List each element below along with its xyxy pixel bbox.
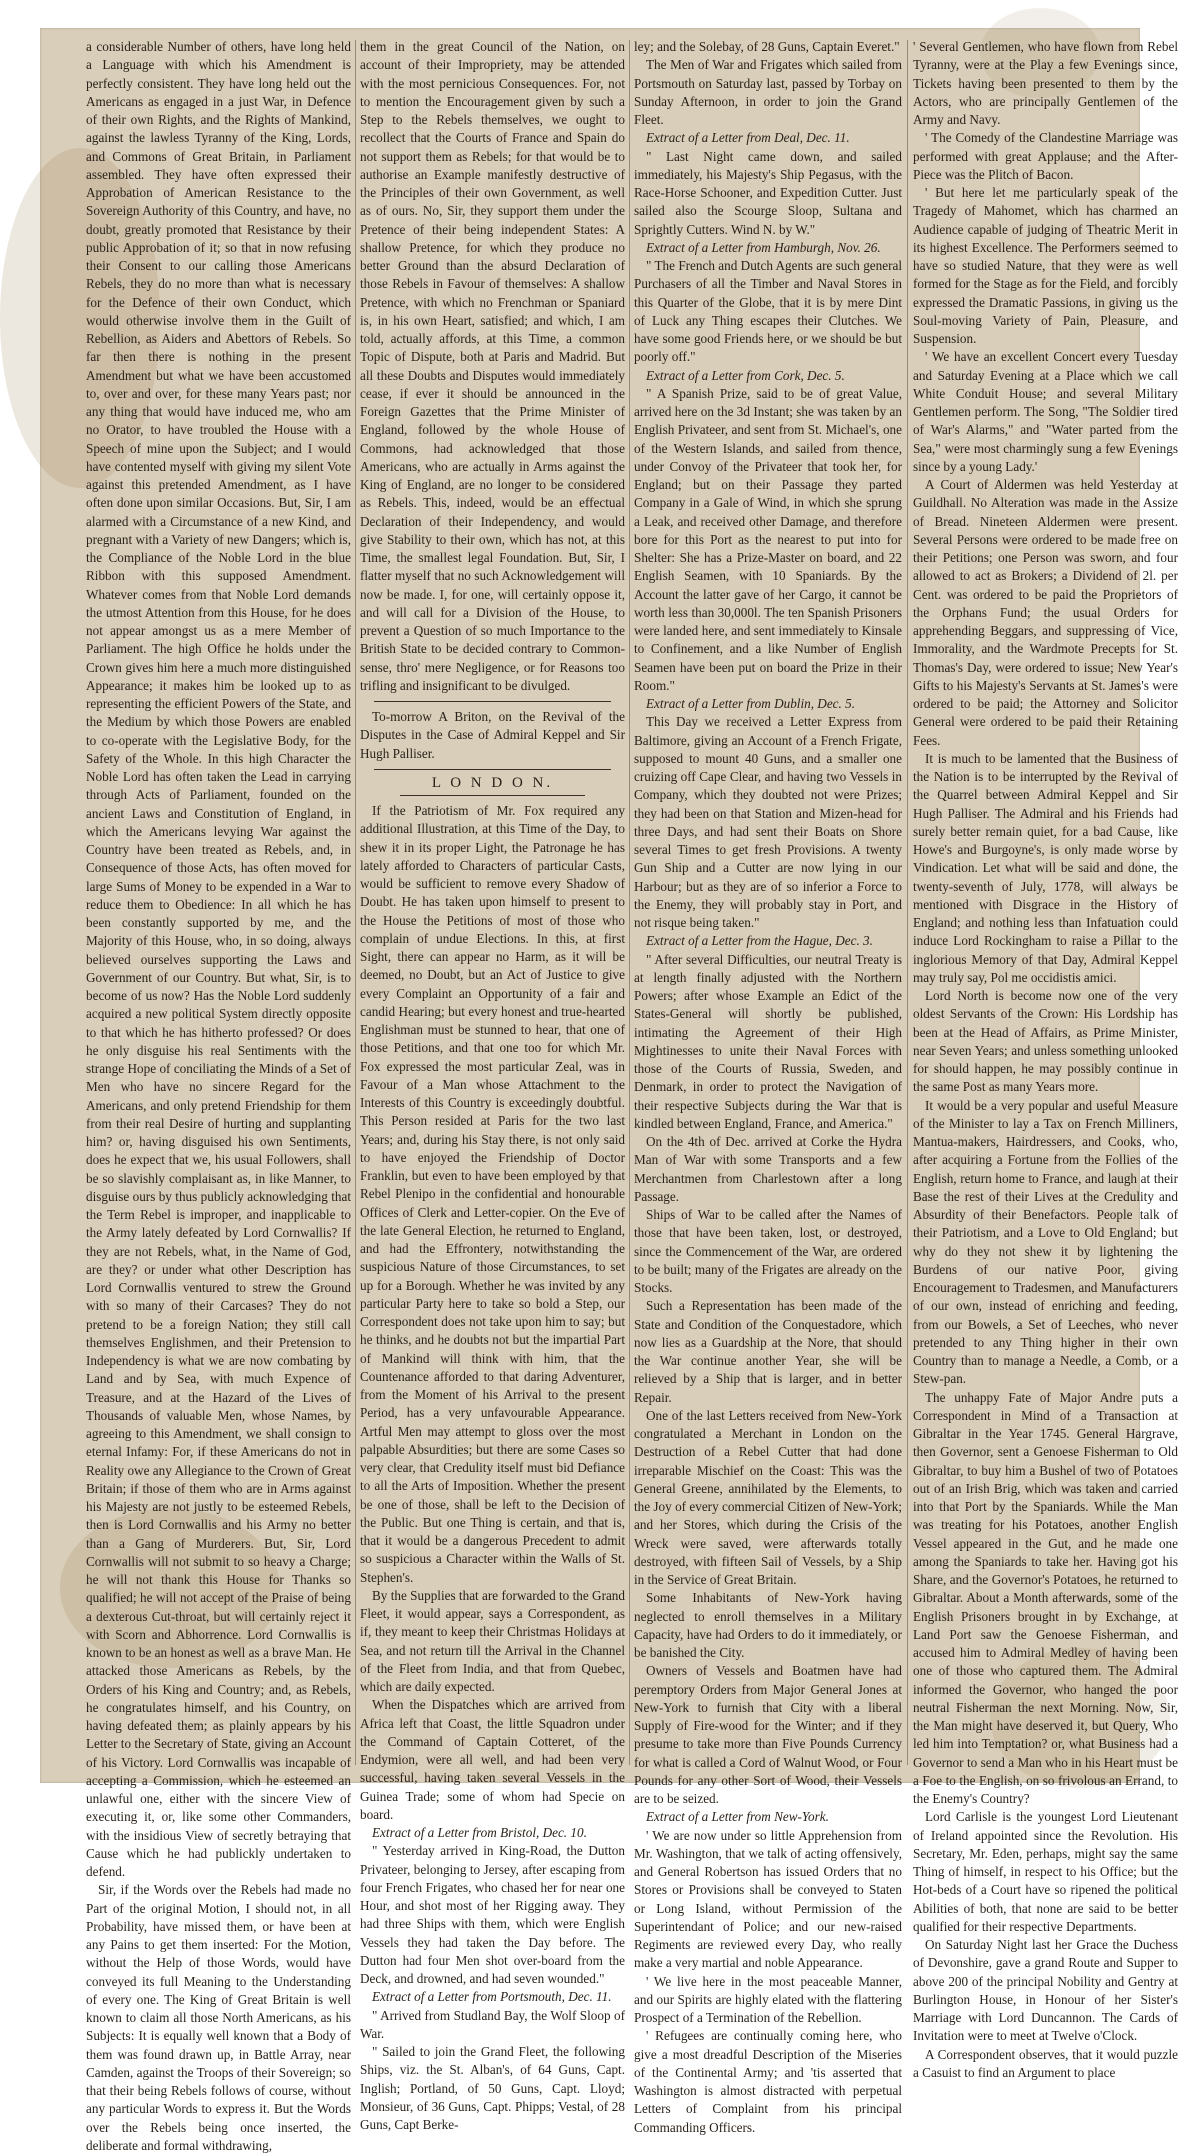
paragraph: a considerable Number of others, have long held a Language with which his Amendment is perfectly consistent. They have long held out the Americans as engaged in a just War, in Defence of their own Rights, and the Rights of Mankind, against the lawless Tyranny of the King, Lords, and Commons of Great Britain, in Parliament assembled. They have often expressed their Approbation of American Resistance to the Sovereign Authority of this Country, and have, no doubt, greatly promoted that Resistance by their public Approbation of it; so that in now refusing their Consent to our calling those Americans Rebels, they do no more than what is necessary for the Defence of their own Conduct, which would otherwise involve them in the Guilt of Rebellion, as Aiders and Abettors of Rebels. So far then there is nothing in the present Amendment but what we have been accustomed to, over and over, for these many Years past; nor any thing that would have induced me, who am no Orator, to have troubled the House with a Speech of mine upon the Subject; and I would have contented myself with giving my silent Vote against this pretended Amendment, as I have often done upon similar Occasions. But, Sir, I am alarmed with a Circumstance of a new Kind, and pregnant with a Variety of new Dangers; which is, the Compliance of the Noble Lord in the blue Ribbon with this supposed Amendment. Whatever comes from that Noble Lord demands the utmost Attention from this House, for he does not appear amongst us as a mere Member of Parliament. The high Office he holds under the Crown gives him here a much more distinguished Appearance; it makes him be looked up to as representing the efficient Powers of the State, and the Medium by which those Powers are enabled to co-operate with the Legislative Body, for the Safety of the Whole. In this high Character the Noble Lord has often taken the Lead in carrying through Acts of Parliament, founded on the ancient Laws and Constitution of England, in which the Americans levying War against the Country have been treated as Rebels, and, in Consequence of those Acts, has often moved for large Sums of Money to be expended in a War to reduce them to Obedience: In all which he has been constantly supported by me, and the Majority of this House, who, in so doing, always believed ourselves supporting the Laws and Government of our Country. But what, Sir, is to become of us now? Has the Noble Lord suddenly acquired a new political System directly opposite to that which he has hitherto professed? Or does he only disguise his real Sentiments with the strange Hope of conciliating the Minds of a Set of Men who have no sincere Regard for the Americans, and only pretend Friendship for them from their real Desire of hurting and supplanting him? or, having disguised his own Sentiments, does he expect that we, his usual Followers, shall be so slavishly complaisant as, in like Manner, to disguise ours by thus publicly acknowledging that the Term Rebel is improper, and inapplicable to the Army lately defeated by Lord Cornwallis? If they are not Rebels, what, in the Name of God, are they? or under what other Description has Lord Cornwallis ventured to strew the Ground with so many of their Carcases? They do not pretend to be a foreign Nation; they still call themselves Englishmen, and their Pretension to Independency is what we are now combating by Land and by Sea, with much Expence of Treasure, and at the Hazard of the Lives of Thousands of valuable Men, whose Names, by agreeing to this Amendment, we shall consign to eternal Infamy: For, if these Americans do not in Reality owe any Allegiance to the Crown of Great Britain; if those of them who are in Arms against his Majesty are not justly to be esteemed Rebels, then is Lord Cornwallis and his Army no better than a Gang of Murderers. But, Sir, Lord Cornwallis will not submit to so heavy a Charge; he will not thank this House for Thanks so qualified; he will not accept of the Praise of being a dexterous Cut-throat, but will certainly reject it with Scorn and Abhorrence. Lord Cornwallis is known to be an honest as well as a brave Man. He attacked those Americans as Rebels, by the Orders of his King and Country; and, as Rebels, he congratulates himself, and his Country, on having defeated them; as plainly appears by his Letter to the Secretary of State, giving an Account of his Victory. Lord Cornwallis was incapable of accepting a Commission, which he esteemed an unlawful one, either with the sincere View of executing it, or, like some other Commanders, with the insidious View of secretly betraying that Cause which he had publickly undertaken to defend. (86, 39, 351, 1879)
divider (374, 701, 611, 702)
paragraph: On the 4th of Dec. arrived at Corke the Hydra Man of War with some Transports and a few Merchantmen from Charlestown after a long Passage. (634, 1134, 902, 1204)
column-1 (86, 38, 351, 2153)
paragraph: Lord North is become now one of the very oldest Servants of the Crown: His Lordship has been at the Head of Affairs, as Prime Minister, near Seven Years; and unless something unlooked for should happen, he may possibly continue in the same Post as many Years more. (913, 988, 1178, 1095)
paragraph: This Day we received a Letter Express from Baltimore, giving an Account of a French Frigate, supposed to mount 40 Guns, and a smaller one cruizing off Cape Clear, and having two Vessels in Company, which they doubted not were Prizes; they had been on that Station and Mizen-head for three Days, and had sent their Boats on Shore several Times to get fresh Provisions. A twenty Gun Ship and a Cutter are now lying in our Harbour; but as they are of so inferior a Force to the Enemy, they will probably stay in Port, and not risque being taken." (634, 714, 902, 930)
letter-heading: Extract of a Letter from Deal, Dec. 11. (646, 130, 850, 146)
paragraph: ' We are now under so little Apprehension from Mr. Washington, that we talk of acting offensively, and General Robertson has issued Orders that no Stores or Provisions shall be conveyed to Staten or Long Island, without Permission of the Superintendant of Police; and our new-raised Regiments are reviewed every Day, who really make a very martial and noble Appearance. (634, 1827, 902, 1971)
letter-heading: Extract of a Letter from Cork, Dec. 5. (646, 367, 845, 383)
section-title: L O N D O N. (431, 774, 554, 791)
paragraph: It would be a very popular and useful Measure of the Minister to lay a Tax on French Milliners, Mantua-makers, Hairdressers, and Cooks, who, after acquiring a Fortune from the Follies of the English, return home to France, and laugh at their Base the rest of their Lives at the Credulity and Absurdity of their Benefactors. People talk of their Patriotism, and a Love to Old England; but why do they not shew it by lightening the Burdens of our native Poor, giving Encouragement to Tradesmen, and Manufacturers of our own, instead of enriching and feeding, from our Bowels, a Set of Leeches, who never pretended to any Thing higher in their own Country than to manage a Needle, a Comb, or a Stew-pan. (913, 1097, 1178, 1387)
letter-heading: Extract of a Letter from Bristol, Dec. 10. (372, 1825, 587, 1840)
paragraph: " After several Difficulties, our neutral Treaty is at length finally adjusted with the Northern Powers; after whose Example an Edict of the States-General will shortly be published, intimating the Agreement of their High Mightinesses to unite their Naval Forces with those of the Courts of Russia, Sweden, and Denmark, in order to protect the Navigation of their respective Subjects during the War that is kindled between England, France, and America." (634, 951, 902, 1131)
paragraph: " A Spanish Prize, said to be of great Value, arrived here on the 3d Instant; she was taken by an English Privateer, and sent from St. Michael's, one of the Western Islands, and sailed from thence, under Convoy of the Privateer that took her, for England; but on their Passage they parted Company in a Gale of Wind, in which she sprung a Leak, and received other Damage, and therefore bore for this Port as the nearest to put into for Shelter: She has a Prize-Master on board, and 22 English Seamen, with 10 Spaniards. By the Account the latter gave of her Cargo, it cannot be worth less than 30,000l. The ten Spanish Prisoners were landed here, and sent immediately to Kinsale to Confinement, and a like Number of English Seamen have been put on board the Prize in their Room." (634, 385, 902, 693)
column-rule (629, 40, 630, 1765)
paragraph: Lord Carlisle is the youngest Lord Lieutenant of Ireland appointed since the Revolution. His Secretary, Mr. Eden, perhaps, might say the same Thing of himself, in respect to his Office; but the Hot-beds of a Court have so ripened the political Abilities of both, that none are said to be better qualified for their respective Departments. (913, 1809, 1178, 1934)
letter-heading: Extract of a Letter from Portsmouth, Dec. 11. (372, 1989, 612, 2005)
paragraph: It is much to be lamented that the Business of the Nation is to be interrupted by the Revival of the Quarrel between Admiral Keppel and Sir Hugh Palliser. The Admiral and his Friends had surely better remain quiet, for a bad Cause, like Howe's and Burgoyne's, is only made worse by Vindication. Let what will be said and done, the twenty-seventh of July, 1778, will always be mentioned with Disgrace in the History of England; and nothing less than Infatuation could induce Lord Rockingham to raise a Pillar to the inglorious Memory of that Day, Admiral Keppel may truly say, Pol me occidistis amici. (913, 750, 1178, 985)
column-3 (634, 38, 902, 2135)
paragraph: The unhappy Fate of Major Andre puts a Correspondent in Mind of a Transaction at Gibraltar in the Year 1745. General Hargrave, then Governor, sent a Genoese Fisherman to Old Gibraltar, to buy him a Bushel of two of Potatoes out of an Irish Brig, which was taken and carried into that Port by the Spaniards. While the Man was treating for his Potatoes, another English Vessel appeared in the Gut, and he made one among the Spaniards to take her. Having got his Share, and the Governor's Potatoes, he returned to Gibraltar. About a Month afterwards, some of the English Prisoners brought in by Exchange, at Land Port saw the Genoese Fisherman, and accused him to Admiral Medley of having been one of those who captured them. The Admiral informed the Governor, who hanged the poor neutral Fisherman the next Morning. Now, Sir, the Man might have deserved it, but Query, Who led him into Temptation? or, what Business had a Governor to send a Man who in his Heart must be a Foe to the English, on so frivolous an Errand, to the Enemy's Country? (913, 1389, 1178, 1806)
column-2 (360, 38, 625, 2132)
paragraph: ' We live here in the most peaceable Manner, and our Spirits are highly elated with the flattering Prospect of a Termination of the Rebellion. (634, 1973, 902, 2025)
paragraph: The Men of War and Frigates which sailed from Portsmouth on Saturday last, passed by Torbay on Sunday Afternoon, in order to join the Grand Fleet. (634, 57, 902, 127)
paragraph: " Arrived from Studland Bay, the Wolf Sloop of War. (360, 2007, 625, 2041)
paragraph: " Last Night came down, and sailed immediately, his Majesty's Ship Pegasus, with the Race-Horse Schooner, and Expedition Cutter. Just sailed also the Scourge Sloop, Sultana and Sprightly Cutters. Wind N. by W." (634, 148, 902, 237)
column-rule (355, 40, 356, 1765)
divider (400, 795, 585, 796)
paragraph: If the Patriotism of Mr. Fox required any additional Illustration, at this Time of the Day, to shew it in its proper Light, the Patronage he has lately afforded to Characters of particular Casts, would be sufficient to remove every Shadow of Doubt. He has taken upon himself to present to the House the Petitions of most of those who complain of undue Elections. In this, at first Sight, there can appear no Harm, as it will be deemed, no Doubt, but an Act of Justice to give every Complaint an Opportunity of a fair and candid Hearing; but every honest and true-hearted Englishman must be stunned to hear, that one of those Petitions, and that one too for which Mr. Fox expressed the most particular Zeal, was in Favour of a Man whose Attachment to the Interests of this Country is exceedingly doubtful. This Person resided at Paris for the two last Years; and, during his Stay there, is not only said to have enjoyed the Friendship of Doctor Franklin, but even to have been employed by that Rebel Plenipo in the confidential and honourable Offices of Clerk and Letter-copier. On the Eve of the late General Election, he returned to England, and had the Effrontery, notwithstanding the suspicious Nature of those Circumstances, to set up for a Borough. Whether he was invited by any particular Party here to take so bold a Step, our Correspondent does not take upon him to say; but he thinks, and he doubts not but the impartial Part of Mankind will think with him, that the Countenance afforded to that daring Adventurer, from the Moment of his Arrival to the present Period, has a very unfavourable Appearance. Artful Men may attempt to gloss over the most palpable Absurdities; but there are some Cases so very clear, that Credulity itself must bid Defiance to all the Arts of Imposition. Whether the present be one of those, shall be left to the Decision of the Public. But one Thing is certain, and that is, that it would be a dangerous Precedent to admit so suspicious a Character within the Walls of St. Stephen's. (360, 803, 625, 1585)
paragraph: ' The Comedy of the Clandestine Marriage was performed with great Applause; and the After-Piece was the Plitch of Bacon. (913, 130, 1178, 182)
notice-text: To-morrow A Briton, on the Revival of the Disputes in the Case of Admiral Keppel and Sir Hugh Palliser. (360, 709, 625, 761)
paragraph: " Yesterday arrived in King-Road, the Dutton Privateer, belonging to Jersey, after escaping from four French Frigates, who chased her for near one Hour, and shot most of her Rigging away. They had three Ships with them, which were English Vessels they had taken the Day before. The Dutton had four Men shot over-board from the Deck, and drowned, and had seven wounded." (360, 1843, 625, 1986)
column-rule (907, 40, 908, 1765)
column-4 (913, 38, 1178, 2080)
paragraph: Some Inhabitants of New-York having neglected to enroll themselves in a Military Capacity, have had Orders to do it immediately, or be banished the City. (634, 1590, 902, 1660)
paragraph: ' Several Gentlemen, who have flown from Rebel Tyranny, were at the Play a few Evenings since, Tickets having been presented to them by the Actors, who are principally Gentlemen of the Army and Navy. (913, 39, 1178, 127)
divider (374, 769, 611, 770)
paragraph: ' Refugees are continually coming here, who give a most dreadful Description of the Miseries of the Continental Army; and 'tis asserted that Washington is almost distracted with perpetual Letters of Complaint from his principal Commanding Officers. (634, 2028, 902, 2135)
paragraph: " Sailed to join the Grand Fleet, the following Ships, viz. the St. Alban's, of 64 Guns, Capt. Inglish; Portland, of 50 Guns, Capt. Lloyd; Monsieur, of 36 Guns, Capt. Phipps; Vestal, of 28 Guns, Capt Berke- (360, 2044, 625, 2132)
paragraph: A Correspondent observes, that it would puzzle a Casuist to find an Argument to place (913, 2046, 1178, 2080)
paragraph: On Saturday Night last her Grace the Duchess of Devonshire, gave a grand Route and Supper to above 200 of the principal Nobility and Gentry at Burlington House, in Honour of her Sister's Marriage with Lord Duncannon. The Cards of Invitation were to meet at Twelve o'Clock. (913, 1937, 1178, 2044)
paragraph: Sir, if the Words over the Rebels had made no Part of the original Motion, I should not, in all Probability, have missed them, or have been at any Pains to get them inserted: For the Motion, without the Help of those Words, would have conveyed its full Meaning to the Understanding of every one. The King of Great Britain is well known to claim all those North Americans, as his Subjects: It is equally well known that a Body of them was found drawn up, in Battle Array, near Camden, against the Troops of their Sovereign; so that their being Rebels follows of course, without any particular Words to express it. But the Words over the Rebels being once inserted, the deliberate and formal withdrawing, (86, 1882, 351, 2153)
paragraph: ' But here let me particularly speak of the Tragedy of Mahomet, which has charmed an Audience capable of judging of Theatric Merit in its highest Excellence. The Performers seemed to have so studied Nature, that they were as well formed for the Stage as for the Field, and forcibly expressed the Dramatic Passions, in giving us the Soul-moving Variety of Pain, Pleasure, and Suspension. (913, 185, 1178, 346)
letter-heading: Extract of a Letter from the Hague, Dec. 3. (646, 933, 873, 949)
paragraph: ' We have an excellent Concert every Tuesday and Saturday Evening at a Place which we call White Conduit House; and several Military Gentlemen perform. The Song, "The Soldier tired of War's Alarms," and "Water parted from the Sea," were most charmingly sung a few Evenings since by a young Lady.' (913, 349, 1178, 474)
letter-heading: Extract of a Letter from Dublin, Dec. 5. (646, 696, 856, 711)
paragraph: Ships of War to be called after the Names of those that have been taken, lost, or destroyed, since the Commencement of the War, are ordered to be built; many of the Frigates are already on the Stocks. (634, 1207, 902, 1295)
letter-heading: Extract of a Letter from New-York. (646, 1809, 829, 1825)
paragraph: " The French and Dutch Agents are such general Purchasers of all the Timber and Naval Stores in this Quarter of the Globe, that it is by mere Dint of Luck any Thing escapes their Clutches. We have some good Friends here, or we should be but poorly off." (634, 258, 902, 365)
newspaper-page (40, 28, 1178, 2153)
paragraph: Such a Representation has been made of the State and Condition of the Conquestadore, which now lies as a Guardship at the Nore, that should the War continue another Year, she will be relieved by a Ship that is larger, and in better Repair. (634, 1298, 902, 1405)
paragraph: When the Dispatches which are arrived from Africa left that Coast, the little Squadron under the Command of Captain Cotteret, of the Endymion, were all well, and had been very successful, having taken several Vessels in the Guinea Trade; some of whom had Specie on board. (360, 1697, 625, 1822)
paragraph: them in the great Council of the Nation, on account of their Impropriety, may be attended with the most pernicious Consequences. For, not to mention the Encouragement given by such a Step to the Rebels themselves, we ought to recollect that the Courts of France and Spain do not support them as Rebels; for that would be to authorise an Example manifestly destructive of the Principles of their own Government, as well as of ours. No, Sir, they support them under the Pretence of their being independent States: A shallow Pretence, for which they produce no better Ground than the absurd Declaration of those Rebels in Favour of themselves: A shallow Pretence, with which no Frenchman or Spaniard is, in his own Heart, satisfied; and which, I am told, actually affords, at this Time, a common Topic of Dispute, both at Paris and Madrid. But all these Doubts and Disputes would immediately cease, if ever it should be announced in the Foreign Gazettes that the Prime Minister of England, followed by the whole House of Commons, had acknowledged that those Americans, who are actually in Arms against the King of England, are no longer to be considered as Rebels. This, indeed, would be an effectual Declaration of their Independency, and would give Stability to their own, which has not, at this Time, the smallest legal Foundation. But, Sir, I flatter myself that no such Acknowledgement will now be made. I, for one, will certainly oppose it, and will call for a Division of the House, to prevent a Question of so much Importance to the British State to be decided contrary to Common-sense, thro' mere Negligence, or for Reasons too trifling and insignificant to be divulged. (360, 39, 625, 693)
paragraph: A Court of Aldermen was held Yesterday at Guildhall. No Alteration was made in the Assize of Bread. Nineteen Aldermen were present. Several Persons were ordered to be made free on their Petitions; one Person was sworn, and four allowed to act as Brokers; a Dividend of 2l. per Cent. was ordered to be paid the Proprietors of the Orphans Fund; the usual Orders for apprehending Beggars, and suppressing of Vice, Immorality, and the Wardmote Precepts for St. Thomas's Day, were ordered to issue; New Year's Gifts to his Majesty's Servants at St. James's were ordered to be paid; the Attorney and Solicitor General were ordered to be paid their Retaining Fees. (913, 477, 1178, 748)
paragraph: Owners of Vessels and Boatmen have had peremptory Orders from Major General Jones at New-York to furnish that City with a liberal Supply of Fire-wood for the Winter; and if they presume to take more than Five Pounds Currency for what is called a Cord of Walnut Wood, or Four Pounds for any other Sort of Wood, their Vessels are to be seized. (634, 1663, 902, 1806)
paragraph: ley; and the Solebay, of 28 Guns, Captain Everet." (634, 39, 900, 54)
paragraph: One of the last Letters received from New-York congratulated a Merchant in London on the Destruction of a Rebel Cutter that had done irreparable Mischief on the Coast: This was the General Greene, annihilated by the Elements, to the Joy of every commercial Citizen of New-York; and her Stores, which during the Crisis of the Wreck were saved, were afterwards totally destroyed, with fifteen Sail of Vessels, by a Ship in the Service of Great Britain. (634, 1407, 902, 1587)
paragraph: By the Supplies that are forwarded to the Grand Fleet, it would appear, says a Correspondent, as if, they meant to keep their Christmas Holidays at Sea, and not return till the Arrival in the Channel of the Fleet from India, and that from Quebec, which are daily expected. (360, 1587, 625, 1694)
letter-heading: Extract of a Letter from Hamburgh, Nov. 26. (646, 239, 881, 255)
